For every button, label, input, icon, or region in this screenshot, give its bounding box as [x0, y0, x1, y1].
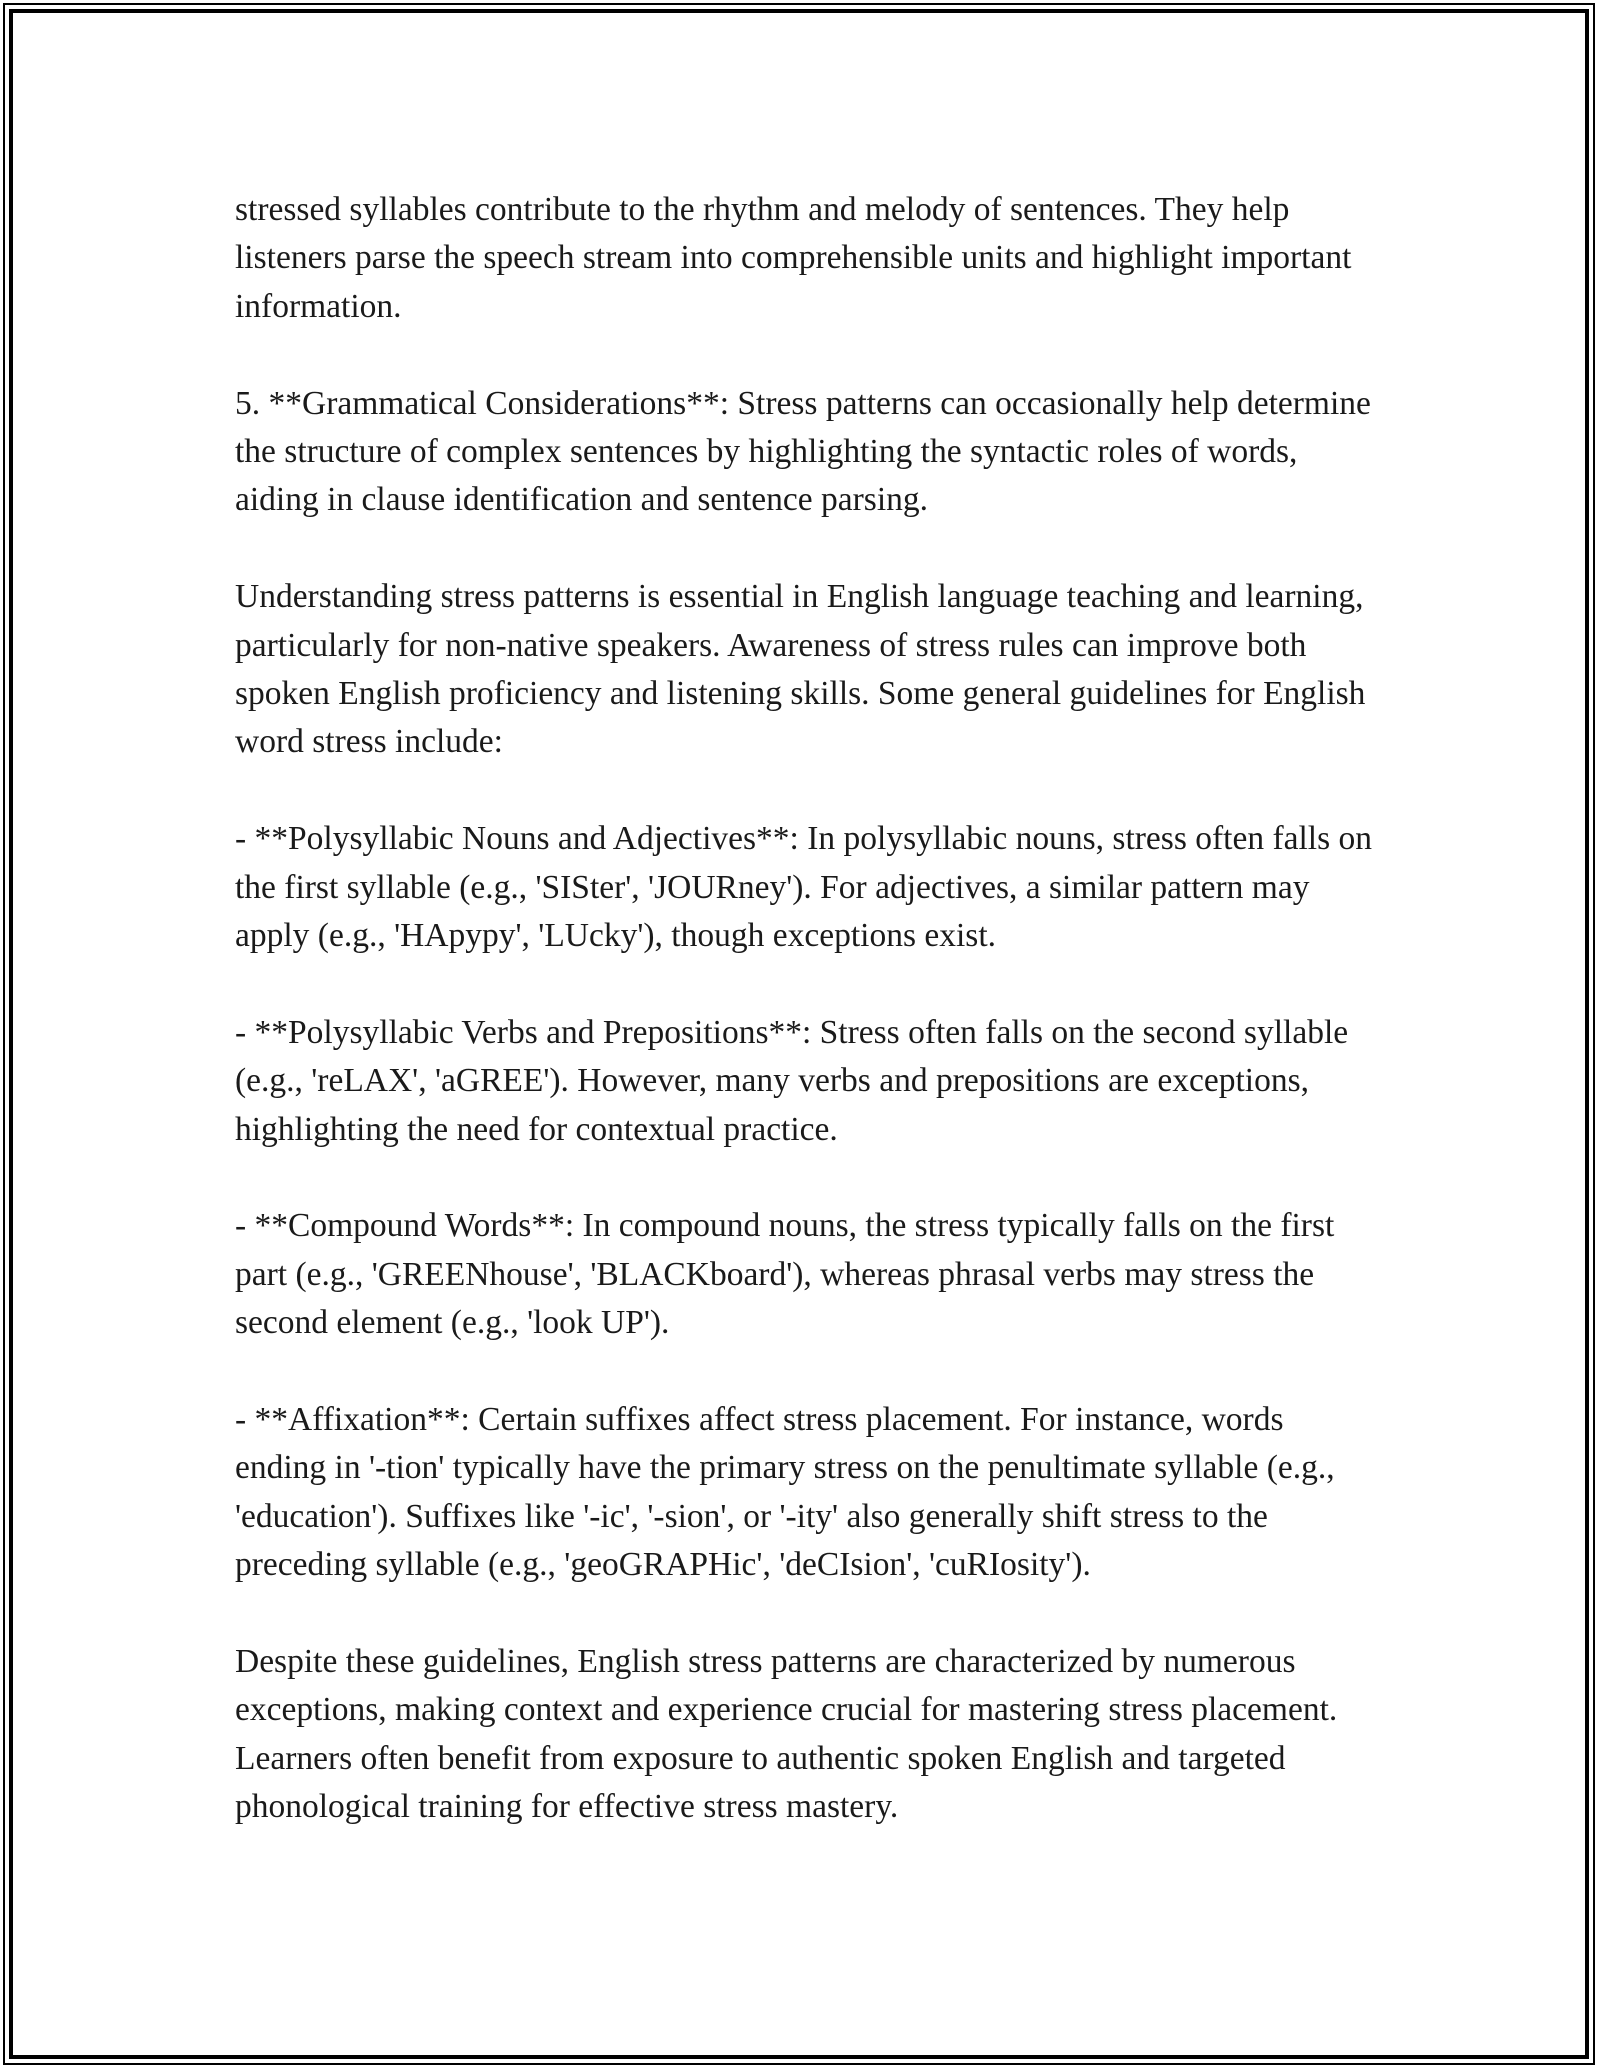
paragraph-compound-words: - **Compound Words**: In compound nouns, the stress typically falls on the first part (e.g., 'GREENhouse', 'BLACKboard'), whereas phrasal verbs may stress the second element (e.g., 'look UP').: [235, 1207, 1335, 1342]
paragraph-affixation: - **Affixation**: Certain suffixes affect stress placement. For instance, words ending in '-tion' typically have the primary stress on the penultimate syllable (e.g., 'education'). Suffixes like '-ic', '-sion', or '-ity' also generally shift stress to the preceding syllable (e.g., 'geoGRAPHic', 'deCIsion', 'cuRIosity').: [235, 1401, 1335, 1584]
paragraph-conclusion: Despite these guidelines, English stress patterns are characterized by numerous exceptions, making context and experience crucial for mastering stress placement. Learners often benefit from exposure to authentic spoken English and targeted phonological training for effective stress mastery.: [235, 1643, 1338, 1826]
paragraph-stressed-syllables: stressed syllables contribute to the rhythm and melody of sentences. They help listeners parse the speech stream into comprehensible units and highlight important information.: [235, 191, 1352, 325]
paragraph-nouns-adjectives: - **Polysyllabic Nouns and Adjectives**: In polysyllabic nouns, stress often falls on the first syllable (e.g., 'SISter', 'JOURney'). For adjectives, a similar pattern may apply (e.g., 'HApypy', 'LUcky'), though exceptions exist.: [235, 820, 1373, 955]
paragraph-verbs-prepositions: - **Polysyllabic Verbs and Prepositions**: Stress often falls on the second syllable (e.g., 'reLAX', 'aGREE'). However, many verbs and prepositions are exceptions, highlighting the need for contextual practice.: [235, 1013, 1349, 1148]
paragraph-grammatical-considerations: 5. **Grammatical Considerations**: Stress patterns can occasionally help determine the structure of complex sentences by highlighting the syntactic roles of words, aiding in clause identification and sentence parsing.: [235, 384, 1371, 519]
paragraph-understanding-stress: Understanding stress patterns is essential in English language teaching and learning, particularly for non-native speakers. Awareness of stress rules can improve both spoken English proficiency and listening skills. Some general guidelines for English word stress include:: [235, 578, 1366, 761]
document-body: [235, 186, 1375, 1832]
